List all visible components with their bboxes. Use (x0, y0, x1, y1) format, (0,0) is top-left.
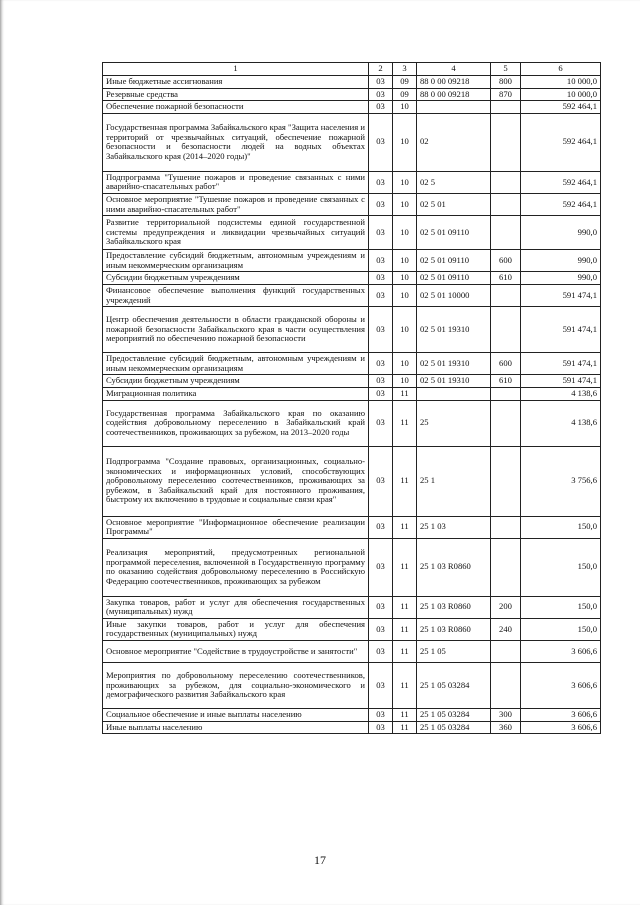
row-expense-type-cell (491, 171, 521, 193)
row-subsection-cell: 09 (393, 88, 417, 101)
row-amount-cell: 3 606,6 (521, 663, 601, 709)
table-row (103, 101, 601, 114)
table-row (103, 709, 601, 722)
row-section-cell: 03 (369, 307, 393, 353)
row-amount-cell: 990,0 (521, 250, 601, 272)
row-expense-type-cell (491, 307, 521, 353)
header-col-6: 6 (521, 63, 601, 76)
row-target-code-cell: 25 1 05 03284 (417, 721, 491, 734)
row-expense-type-cell (491, 538, 521, 596)
row-expense-type-cell (491, 663, 521, 709)
row-subsection-cell: 11 (393, 387, 417, 400)
row-name-cell: Государственная программа Забайкальского края "Защита населения и территорий от чрезвычайных ситуаций, обеспечение пожарной безопасности и безопасности людей на водных объектах Забайкальского края (2014–2020 годы)" (103, 113, 369, 171)
row-subsection-cell: 10 (393, 307, 417, 353)
table-row (103, 400, 601, 446)
row-target-code-cell: 02 5 01 09110 (417, 272, 491, 285)
row-section-cell: 03 (369, 113, 393, 171)
row-subsection-cell: 09 (393, 76, 417, 89)
row-section-cell: 03 (369, 446, 393, 516)
row-amount-cell: 591 474,1 (521, 375, 601, 388)
header-col-3: 3 (393, 63, 417, 76)
row-amount-cell: 150,0 (521, 618, 601, 640)
row-section-cell: 03 (369, 516, 393, 538)
row-subsection-cell: 11 (393, 663, 417, 709)
row-expense-type-cell (491, 400, 521, 446)
row-section-cell: 03 (369, 88, 393, 101)
row-target-code-cell: 02 5 01 19310 (417, 375, 491, 388)
table-row (103, 387, 601, 400)
row-subsection-cell: 10 (393, 250, 417, 272)
row-subsection-cell: 11 (393, 596, 417, 618)
row-section-cell: 03 (369, 538, 393, 596)
row-amount-cell: 150,0 (521, 516, 601, 538)
row-amount-cell: 3 606,6 (521, 709, 601, 722)
row-amount-cell: 3 606,6 (521, 641, 601, 663)
row-section-cell: 03 (369, 284, 393, 306)
row-amount-cell: 10 000,0 (521, 88, 601, 101)
table-row (103, 88, 601, 101)
row-subsection-cell: 11 (393, 618, 417, 640)
row-name-cell: Предоставление субсидий бюджетным, автономным учреждениям и иным некоммерческим организациям (103, 250, 369, 272)
row-target-code-cell: 25 1 03 R0860 (417, 596, 491, 618)
row-target-code-cell: 02 5 01 19310 (417, 307, 491, 353)
row-target-code-cell: 25 1 03 R0860 (417, 538, 491, 596)
row-amount-cell: 592 464,1 (521, 193, 601, 215)
table-row (103, 538, 601, 596)
row-target-code-cell (417, 387, 491, 400)
table-header-row (103, 63, 601, 76)
row-expense-type-cell: 360 (491, 721, 521, 734)
row-subsection-cell: 10 (393, 284, 417, 306)
row-name-cell: Финансовое обеспечение выполнения функций государственных учреждений (103, 284, 369, 306)
row-target-code-cell: 88 0 00 09218 (417, 88, 491, 101)
table-row (103, 596, 601, 618)
table-row (103, 193, 601, 215)
row-name-cell: Основное мероприятие "Содействие в трудоустройстве и занятости" (103, 641, 369, 663)
row-expense-type-cell (491, 101, 521, 114)
table-row (103, 216, 601, 250)
table-row (103, 353, 601, 375)
row-name-cell: Предоставление субсидий бюджетным, автономным учреждениям и иным некоммерческим организациям (103, 353, 369, 375)
header-col-5: 5 (491, 63, 521, 76)
row-subsection-cell: 10 (393, 375, 417, 388)
row-subsection-cell: 11 (393, 721, 417, 734)
row-section-cell: 03 (369, 400, 393, 446)
table-row (103, 272, 601, 285)
table-row (103, 307, 601, 353)
table-row (103, 113, 601, 171)
row-name-cell: Субсидии бюджетным учреждениям (103, 272, 369, 285)
row-amount-cell: 591 474,1 (521, 307, 601, 353)
table-row (103, 171, 601, 193)
table-row (103, 284, 601, 306)
row-name-cell: Реализация мероприятий, предусмотренных региональной программой переселения, включенной в Государственную программу по оказанию содействия добровольному переселению в Российскую Федерацию соотечественников, проживающих за рубежом (103, 538, 369, 596)
row-target-code-cell: 02 5 01 (417, 193, 491, 215)
row-target-code-cell: 88 0 00 09218 (417, 76, 491, 89)
row-amount-cell: 592 464,1 (521, 113, 601, 171)
row-name-cell: Подпрограмма "Тушение пожаров и проведение связанных с ними аварийно-спасательных работ" (103, 171, 369, 193)
row-target-code-cell: 02 5 01 10000 (417, 284, 491, 306)
table-body (103, 76, 601, 734)
budget-table (102, 62, 601, 734)
table-row (103, 663, 601, 709)
row-section-cell: 03 (369, 250, 393, 272)
row-subsection-cell: 10 (393, 113, 417, 171)
row-amount-cell: 591 474,1 (521, 284, 601, 306)
row-amount-cell: 4 138,6 (521, 400, 601, 446)
row-subsection-cell: 10 (393, 272, 417, 285)
row-section-cell: 03 (369, 375, 393, 388)
row-amount-cell: 4 138,6 (521, 387, 601, 400)
row-target-code-cell: 25 1 05 03284 (417, 663, 491, 709)
row-target-code-cell: 25 1 03 R0860 (417, 618, 491, 640)
row-name-cell: Основное мероприятие "Тушение пожаров и проведение связанных с ними аварийно-спасательных работ" (103, 193, 369, 215)
row-name-cell: Государственная программа Забайкальского края по оказанию содействия добровольному переселению в Забайкальский край соотечественников, проживающих за рубежом, на 2013–2020 годы (103, 400, 369, 446)
row-amount-cell: 591 474,1 (521, 353, 601, 375)
row-amount-cell: 990,0 (521, 272, 601, 285)
row-name-cell: Подпрограмма "Создание правовых, организационных, социально-экономических и информационных условий, способствующих добровольному переселению соотечественников, проживающих за рубежом, в Забайкальский край для постоянного проживания, быстрому их включению в трудовые и социальные связи края" (103, 446, 369, 516)
row-expense-type-cell: 610 (491, 272, 521, 285)
row-target-code-cell: 25 1 05 03284 (417, 709, 491, 722)
row-name-cell: Основное мероприятие "Информационное обеспечение реализации Программы" (103, 516, 369, 538)
row-amount-cell: 3 606,6 (521, 721, 601, 734)
row-amount-cell: 990,0 (521, 216, 601, 250)
row-name-cell: Социальное обеспечение и иные выплаты населению (103, 709, 369, 722)
row-subsection-cell: 10 (393, 193, 417, 215)
table-row (103, 618, 601, 640)
row-name-cell: Резервные средства (103, 88, 369, 101)
row-section-cell: 03 (369, 663, 393, 709)
table-row (103, 516, 601, 538)
row-expense-type-cell: 610 (491, 375, 521, 388)
row-section-cell: 03 (369, 641, 393, 663)
row-expense-type-cell (491, 216, 521, 250)
row-amount-cell: 10 000,0 (521, 76, 601, 89)
row-subsection-cell: 10 (393, 101, 417, 114)
row-amount-cell: 3 756,6 (521, 446, 601, 516)
row-target-code-cell: 25 1 03 (417, 516, 491, 538)
header-col-1: 1 (103, 63, 369, 76)
row-expense-type-cell: 300 (491, 709, 521, 722)
header-col-2: 2 (369, 63, 393, 76)
row-expense-type-cell (491, 387, 521, 400)
row-section-cell: 03 (369, 721, 393, 734)
table-row (103, 721, 601, 734)
row-target-code-cell: 02 (417, 113, 491, 171)
row-target-code-cell: 02 5 01 09110 (417, 216, 491, 250)
row-target-code-cell: 02 5 01 19310 (417, 353, 491, 375)
row-name-cell: Иные закупки товаров, работ и услуг для обеспечения государственных (муниципальных) нужд (103, 618, 369, 640)
row-subsection-cell: 11 (393, 538, 417, 596)
row-subsection-cell: 10 (393, 353, 417, 375)
row-subsection-cell: 11 (393, 516, 417, 538)
row-expense-type-cell (491, 516, 521, 538)
row-section-cell: 03 (369, 101, 393, 114)
row-expense-type-cell (491, 446, 521, 516)
row-section-cell: 03 (369, 709, 393, 722)
row-expense-type-cell: 200 (491, 596, 521, 618)
row-amount-cell: 592 464,1 (521, 171, 601, 193)
row-name-cell: Развитие территориальной подсистемы единой государственной системы предупреждения и ликвидации чрезвычайных ситуаций Забайкальского края (103, 216, 369, 250)
row-amount-cell: 150,0 (521, 538, 601, 596)
row-name-cell: Иные выплаты населению (103, 721, 369, 734)
table-row (103, 641, 601, 663)
row-section-cell: 03 (369, 171, 393, 193)
header-col-4: 4 (417, 63, 491, 76)
row-expense-type-cell (491, 641, 521, 663)
row-amount-cell: 150,0 (521, 596, 601, 618)
row-name-cell: Мероприятия по добровольному переселению соотечественников, проживающих за рубежом, для социально-экономического и демографического развития Забайкальского края (103, 663, 369, 709)
table-row (103, 76, 601, 89)
row-expense-type-cell: 240 (491, 618, 521, 640)
row-name-cell: Обеспечение пожарной безопасности (103, 101, 369, 114)
row-expense-type-cell: 870 (491, 88, 521, 101)
row-expense-type-cell (491, 193, 521, 215)
row-name-cell: Центр обеспечения деятельности в области гражданской обороны и пожарной безопасности Забайкальского края в части осуществления мероприятий по обеспечению пожарной безопасности (103, 307, 369, 353)
row-name-cell: Субсидии бюджетным учреждениям (103, 375, 369, 388)
row-target-code-cell: 25 1 05 (417, 641, 491, 663)
table-row (103, 446, 601, 516)
row-section-cell: 03 (369, 596, 393, 618)
row-target-code-cell: 02 5 (417, 171, 491, 193)
row-expense-type-cell: 600 (491, 250, 521, 272)
row-target-code-cell: 02 5 01 09110 (417, 250, 491, 272)
row-section-cell: 03 (369, 272, 393, 285)
row-subsection-cell: 10 (393, 216, 417, 250)
row-section-cell: 03 (369, 387, 393, 400)
row-target-code-cell: 25 1 (417, 446, 491, 516)
row-name-cell: Закупка товаров, работ и услуг для обеспечения государственных (муниципальных) нужд (103, 596, 369, 618)
row-section-cell: 03 (369, 618, 393, 640)
row-expense-type-cell: 600 (491, 353, 521, 375)
row-expense-type-cell: 800 (491, 76, 521, 89)
row-amount-cell: 592 464,1 (521, 101, 601, 114)
row-name-cell: Иные бюджетные ассигнования (103, 76, 369, 89)
row-subsection-cell: 11 (393, 641, 417, 663)
table-row (103, 375, 601, 388)
row-section-cell: 03 (369, 76, 393, 89)
row-section-cell: 03 (369, 216, 393, 250)
row-subsection-cell: 10 (393, 171, 417, 193)
row-expense-type-cell (491, 113, 521, 171)
table-row (103, 250, 601, 272)
row-subsection-cell: 11 (393, 709, 417, 722)
row-subsection-cell: 11 (393, 446, 417, 516)
row-target-code-cell: 25 (417, 400, 491, 446)
row-name-cell: Миграционная политика (103, 387, 369, 400)
row-expense-type-cell (491, 284, 521, 306)
row-subsection-cell: 11 (393, 400, 417, 446)
row-target-code-cell (417, 101, 491, 114)
row-section-cell: 03 (369, 353, 393, 375)
page-number: 17 (314, 853, 326, 867)
row-section-cell: 03 (369, 193, 393, 215)
